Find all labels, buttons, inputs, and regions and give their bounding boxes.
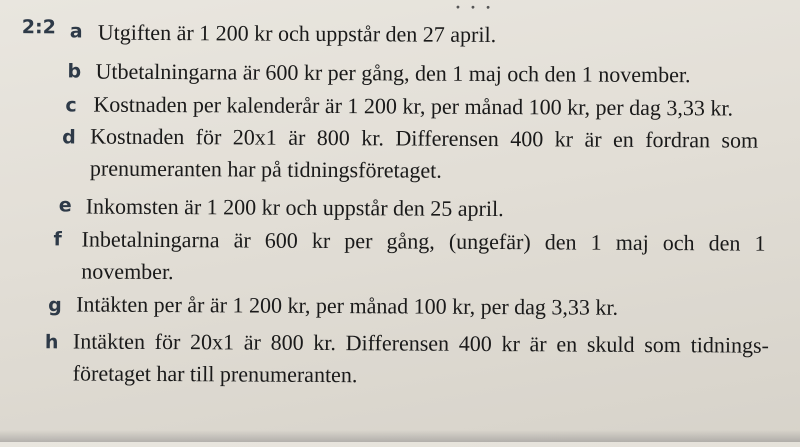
answer-line: Utgiften är 1 200 kr och uppstår den 27 april.	[97, 19, 497, 48]
answer-line: Intäkten för 20x1 är 800 kr. Differensen 400 kr är en skuld som tidnings-	[72, 328, 769, 358]
answer-line: prenumeranten har på tidningsföretaget.	[89, 155, 442, 183]
answer-line: Kostnaden per kalenderår är 1 200 kr, per månad 100 kr, per dag 3,33 kr.	[93, 91, 734, 121]
answer-line: Inbetalningarna är 600 kr per gång, (ungefär) den 1 maj och den 1	[81, 226, 766, 256]
answer-item-h	[73, 325, 769, 393]
answer-item-b	[95, 56, 690, 92]
answer-item-a	[98, 17, 497, 51]
answer-line: november.	[81, 258, 174, 285]
item-letter-b: b	[67, 60, 82, 83]
answer-item-c	[93, 89, 733, 125]
answer-item-e	[86, 191, 504, 226]
answer-item-f	[81, 224, 765, 292]
exercise-number: 2:2	[21, 16, 56, 39]
answer-line: Kostnaden för 20x1 är 800 kr. Differensen 400 kr är en fordran som	[90, 123, 759, 153]
margin-dots: • • •	[454, 2, 495, 15]
item-letter-f: f	[53, 228, 62, 251]
answer-line: företaget har till prenumeranten.	[72, 360, 358, 388]
item-letter-h: h	[44, 331, 59, 354]
page-shadow	[0, 430, 800, 442]
answer-line: Inkomsten är 1 200 kr och uppstår den 25 april.	[85, 193, 504, 222]
answer-line: Utbetalningarna är 600 kr per gång, den 1 maj och den 1 november.	[95, 58, 691, 88]
item-letter-g: g	[48, 294, 62, 317]
answer-line: Intäkten per år är 1 200 kr, per månad 100 kr, per dag 3,33 kr.	[76, 291, 619, 320]
item-letter-d: d	[62, 126, 76, 149]
answer-item-g	[76, 288, 618, 323]
item-letter-c: c	[65, 94, 77, 117]
answer-item-d	[90, 121, 758, 189]
item-letter-a: a	[69, 20, 83, 43]
item-letter-e: e	[58, 194, 72, 217]
